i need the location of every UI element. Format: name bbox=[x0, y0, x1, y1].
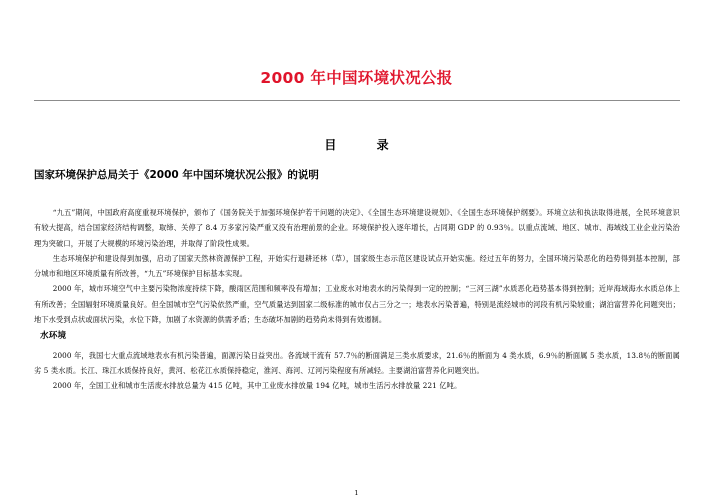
paragraph: 2000 年，我国七大重点流域地表水有机污染普遍，面源污染日益突出。各流域干流有 57.7％的断面满足三类水质要求，21.6％的断面为 4 类水质，6.9％的断面属 5 类水质，13.8％的断面属劣 5 类水质。长江、珠江水质保持良好，黄河、松花江水质保持稳定，淮河、海河、辽河污染程度有所减轻。主要湖泊富营养化问题突出。 bbox=[34, 350, 680, 375]
toc-heading: 目 录 bbox=[324, 138, 407, 152]
paragraph: 2000 年，城市环境空气中主要污染物浓度持续下降，酸雨区范围和频率没有增加；工业废水对地表水的污染得到一定的控制；“三河三湖”水质恶化趋势基本得到控制；近岸海域海水水质总体上有所改善；全国辐射环境质量良好。但全国城市空气污染依然严重，空气质量达到国家二级标准的城市仅占三分之一；地表水污染普遍，特别是流经城市的河段有机污染较重；湖泊富营养化问题突出；地下水受到点状或面状污染，水位下降，加剧了水资源的供需矛盾；生态破坏加剧的趋势尚未得到有效遏制。 bbox=[34, 284, 680, 325]
paragraph: 2000 年，全国工业和城市生活废水排放总量为 415 亿吨，其中工业废水排放量 194 亿吨，城市生活污水排放量 221 亿吨。 bbox=[52, 381, 462, 391]
title-divider bbox=[34, 100, 680, 101]
section-title: 国家环境保护总局关于《2000 年中国环境状况公报》的说明 bbox=[34, 169, 319, 181]
document-body bbox=[34, 205, 680, 394]
paragraph: “九五”期间，中国政府高度重视环境保护，颁布了《国务院关于加强环境保护若干问题的决定》、《全国生态环境建设规划》、《全国生态环境保护纲要》。环境立法和执法取得进展，全民环境意识有较大提高，结合国家经济结构调整，取缔、关停了 8.4 万多家污染严重又没有治理前景的企业。环境保护投入逐年增长，占同期 GDP 的 0.93％。以重点流域、地区、城市、海域线工业企业污染治理为突破口，开展了大规模的环境污染治理，并取得了阶段性成果。 bbox=[34, 208, 680, 248]
paragraph: 生态环境保护和建设得到加强，启动了国家天然林资源保护工程，开始实行退耕还林（草），国家级生态示范区建设试点开始实施。经过五年的努力，全国环境污染恶化的趋势得到基本控制，部分城市和地区环境质量有所改善，“九五”环境保护目标基本实现。 bbox=[34, 253, 680, 279]
page-number: 1 bbox=[354, 489, 359, 497]
subsection-title: 水环境 bbox=[40, 331, 67, 342]
document-title: 2000 年中国环境状况公报 bbox=[260, 69, 453, 87]
